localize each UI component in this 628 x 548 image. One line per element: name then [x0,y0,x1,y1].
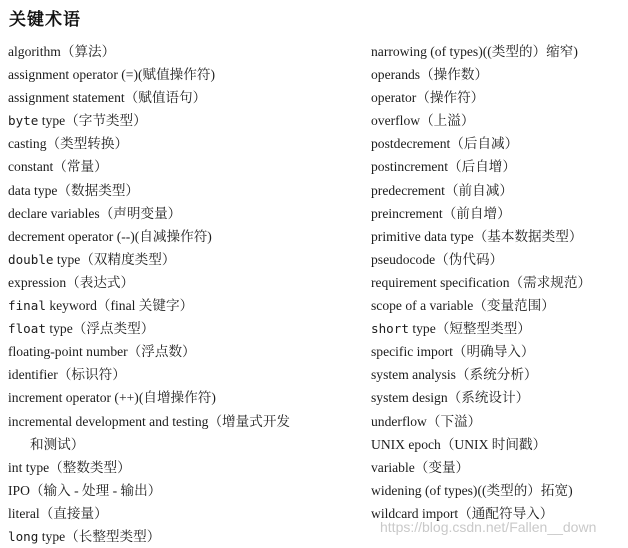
glossary-term [371,179,623,202]
glossary-term [371,317,623,340]
watermark: https://blog.csdn.net/Fallen__down [380,519,597,535]
glossary-term [8,132,358,155]
term-text: operands（操作数） [371,67,489,83]
term-text: increment operator (++)(自增操作符) [8,390,216,406]
glossary-term [8,271,358,294]
term-text: predecrement（前自减） [371,182,513,198]
glossary-term [8,202,358,225]
glossary-term [8,40,358,63]
term-text: keyword（final 关键字） [45,298,194,314]
term-text: system design（系统设计） [371,390,530,406]
term-text: type（短整型类型） [408,321,531,337]
glossary-term [371,433,623,456]
term-text: system analysis（系统分析） [371,367,538,383]
term-text: overflow（上溢） [371,113,475,129]
term-text: postdecrement（后自减） [371,136,519,152]
term-text: UNIX epoch（UNIX 时间戳） [371,436,547,452]
glossary-term [8,317,358,340]
glossary-term [371,202,623,225]
glossary-term [8,248,358,271]
glossary-term [371,294,623,317]
glossary-term [8,479,358,502]
term-text: narrowing (of types)((类型的）缩窄) [371,44,578,59]
glossary-term [8,63,358,86]
terms-column-left [8,40,358,548]
glossary-term [371,225,623,248]
term-text: assignment statement（赋值语句） [8,90,207,106]
glossary-term [371,410,623,433]
term-text: specific import（明确导入） [371,344,535,360]
term-text: constant（常量） [8,159,108,175]
term-keyword: float [8,321,46,337]
glossary-term [8,502,358,525]
term-text: postincrement（后自增） [371,159,516,175]
glossary-term [371,155,623,178]
term-text: decrement operator (--)(自减操作符) [8,228,212,244]
glossary-term [8,456,358,479]
term-text: expression（表达式） [8,274,135,290]
term-text: data type（数据类型） [8,182,140,198]
glossary-term [371,479,623,502]
glossary-term [371,340,623,363]
glossary-term [8,86,358,109]
section-heading: 关键术语 [9,10,81,30]
term-text: int type（整数类型） [8,459,131,475]
term-text: algorithm（算法） [8,44,116,59]
term-text: wildcard import（通配符导入） [371,505,554,521]
term-text: operator（操作符） [371,90,485,106]
term-text: requirement specification（需求规范） [371,274,592,290]
term-text: floating-point number（浮点数） [8,344,196,360]
term-text: type（字节类型） [38,113,147,129]
glossary-term [8,525,358,548]
glossary-term [371,132,623,155]
term-text-continuation: 和测试） [30,436,85,452]
glossary-term [8,179,358,202]
term-keyword: byte [8,113,39,129]
glossary-term [371,456,623,479]
term-text: type（浮点类型） [45,321,155,337]
glossary-term [8,294,358,317]
glossary-term [8,225,358,248]
term-text: scope of a variable（变量范围） [371,298,555,314]
terms-column-right [371,40,623,525]
term-keyword: double [8,251,54,267]
glossary-term [8,109,358,132]
term-text: IPO（输入 - 处理 - 输出） [8,482,162,498]
term-text: underflow（下溢） [371,413,482,429]
term-text: type（长整型类型） [38,528,161,544]
glossary-term [8,340,358,363]
glossary-term [8,410,358,456]
term-text: declare variables（声明变量） [8,205,182,221]
term-text: preincrement（前自增） [371,205,511,221]
term-text: variable（变量） [371,459,470,475]
glossary-term [8,155,358,178]
glossary-term [371,86,623,109]
glossary-term [371,248,623,271]
term-text: assignment operator (=)(赋值操作符) [8,67,215,83]
term-text: casting（类型转换） [8,136,129,152]
glossary-term [8,363,358,386]
glossary-term [371,363,623,386]
term-text: primitive data type（基本数据类型） [371,228,583,244]
term-text: pseudocode（伪代码） [371,251,504,267]
term-keyword: final [8,298,46,314]
term-text: incremental development and testing（增量式开发 [8,413,291,429]
term-keyword: long [8,528,39,544]
glossary-term [371,109,623,132]
glossary-term [371,63,623,86]
term-keyword: short [371,321,409,337]
term-text: type（双精度类型） [53,251,176,267]
term-text: literal（直接量） [8,505,108,521]
glossary-term [8,386,358,409]
glossary-term [371,40,623,63]
glossary-term [371,271,623,294]
glossary-term [371,386,623,409]
term-text: widening (of types)((类型的）拓宽) [371,482,573,498]
term-text: identifier（标识符） [8,367,126,383]
